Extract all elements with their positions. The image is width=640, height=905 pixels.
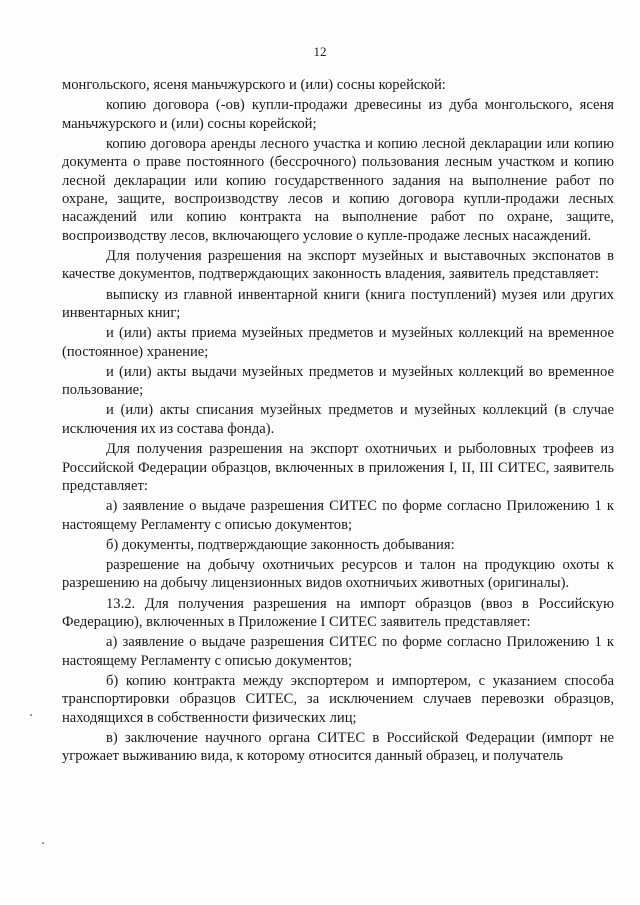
paragraph: монгольского, ясеня маньчжурского и (или) сосны корейской: — [62, 77, 446, 93]
scan-speck — [42, 842, 44, 844]
paragraph: б) документы, подтверждающие законность добывания: — [106, 536, 455, 553]
paragraph: 13.2. Для получения разрешения на импорт образцов (ввоз в Российскую Федерацию), включенных в Приложение I СИТЕС заявитель представляет: — [62, 595, 614, 630]
paragraph: Для получения разрешения на экспорт охотничьих и рыболовных трофеев из Российской Федерации образцов, включенных в приложения I, II, III СИТЕС, заявитель представляет: — [62, 441, 614, 494]
page-number: 12 — [313, 44, 327, 59]
paragraph: копию договора аренды лесного участка и копию лесной декларации или копию документа о праве постоянного (бессрочного) пользования лесным участком и копию лесной декларации или копию государственного задания на выполнение работ по охране, защите, воспроизводству лесов и копию договора купли-продажи лесных насаждений или копию контракта на выполнение работ по охране, защите, воспроизводству лесов, включающего условие о купле-продаже лесных насаждений. — [62, 135, 614, 244]
paragraph: Для получения разрешения на экспорт музейных и выставочных экспонатов в качестве документов, подтверждающих законность владения, заявитель представляет: — [62, 248, 614, 283]
document-body — [62, 76, 614, 767]
paragraph: в) заключение научного органа СИТЕС в Российской Федерации (импорт не угрожает выживанию вида, к которому относится данный образец, и получатель — [62, 729, 614, 765]
paragraph: а) заявление о выдаче разрешения СИТЕС по форме согласно Приложению 1 к настоящему Регламенту с описью документов; — [62, 634, 614, 669]
paragraph: и (или) акты списания музейных предметов и музейных коллекций (в случае исключения их из состава фонда). — [62, 402, 614, 437]
paragraph: копию договора (-ов) купли-продажи древесины из дуба монгольского, ясеня маньчжурского и (или) сосны корейской; — [62, 97, 614, 132]
scan-speck — [30, 714, 32, 716]
paragraph: и (или) акты приема музейных предметов и музейных коллекций на временное (постоянное) хранение; — [62, 325, 614, 360]
paragraph: и (или) акты выдачи музейных предметов и музейных коллекций во временное пользование; — [62, 363, 614, 399]
paragraph: выписку из главной инвентарной книги (книга поступлений) музея или других инвентарных книг; — [62, 286, 614, 322]
paragraph: а) заявление о выдаче разрешения СИТЕС по форме согласно Приложению 1 к настоящему Регламенту с описью документов; — [62, 498, 614, 533]
paragraph: разрешение на добычу охотничьих ресурсов и талон на продукцию охоты к разрешению на добычу лицензионных видов охотничьих животных (оригиналы). — [62, 556, 614, 592]
paragraph: б) копию контракта между экспортером и импортером, с указанием способа транспортировки образцов СИТЕС, за исключением случаев перевозки образцов, находящихся в собственности физических лиц; — [62, 672, 614, 726]
